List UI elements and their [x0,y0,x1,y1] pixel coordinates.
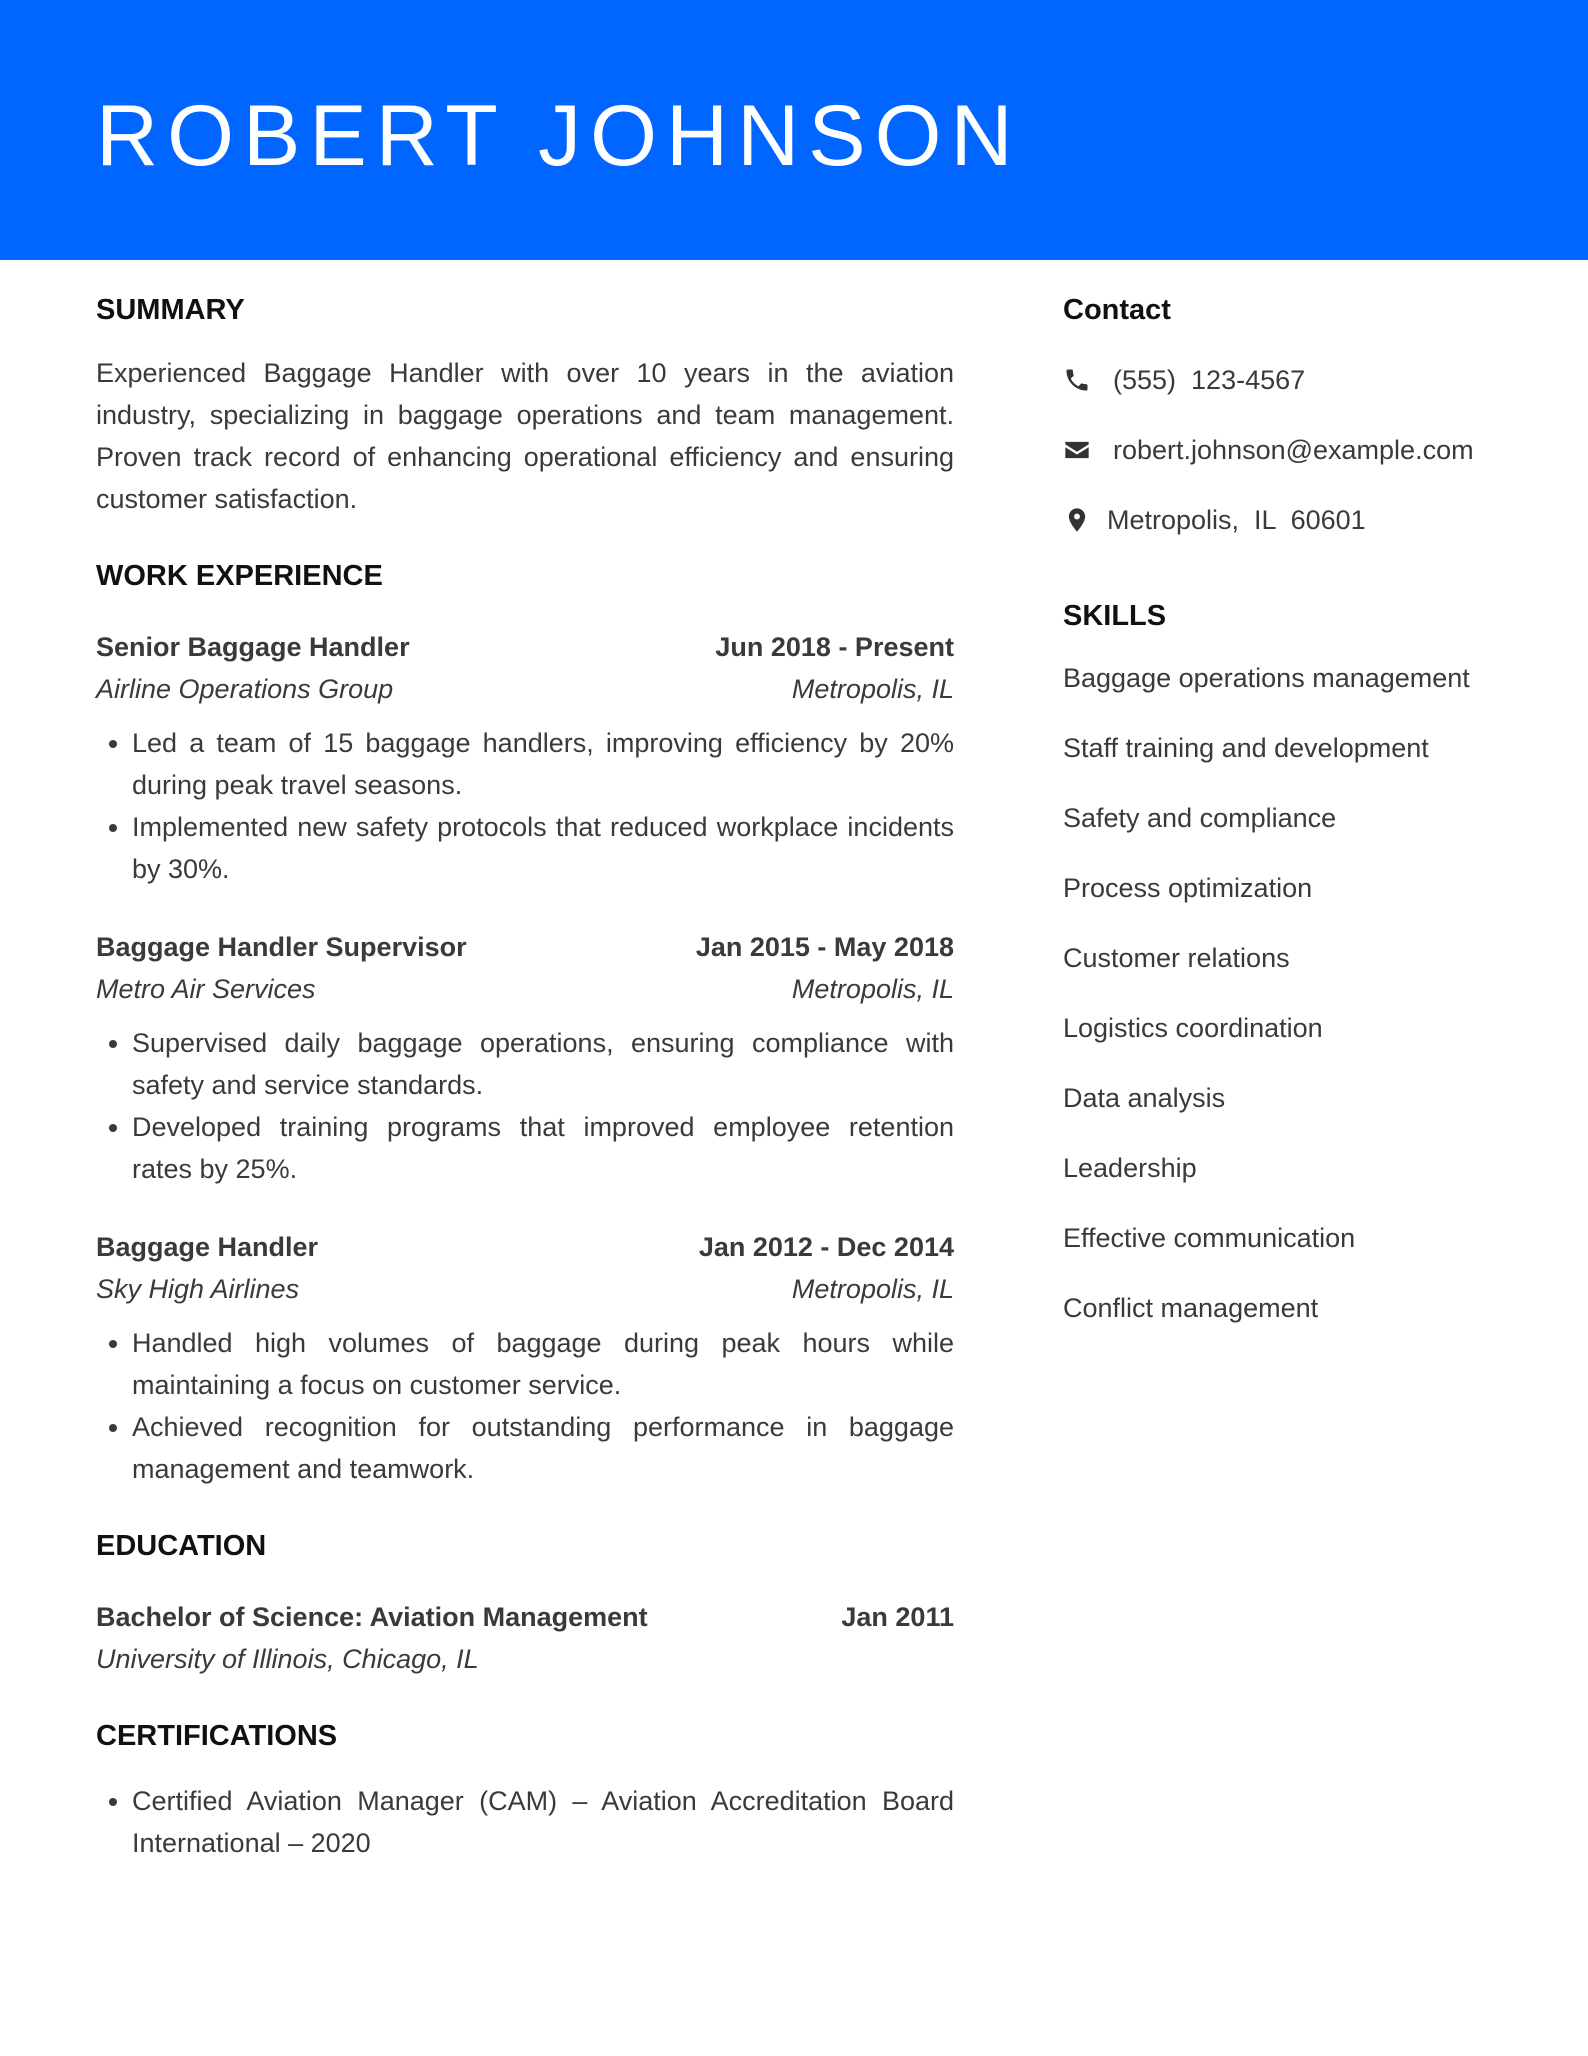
contact-heading: Contact [1063,294,1171,326]
header-banner [0,0,1588,260]
contact-section [1063,290,1523,540]
work-experience-heading: WORK EXPERIENCE [96,560,383,592]
summary-text: Experienced Baggage Handler with over 10 years in the aviation industry, specializing in baggage operations and team management. Proven track record of enhancing operational efficiency and ensuring customer satisfaction. [96,358,954,514]
job-dates: Jun 2018 - Present [715,632,954,662]
job-title: Senior Baggage Handler [96,632,410,662]
job-bullet: • Handled high volumes of baggage during peak hours while maintaining a focus on customer service. [132,1322,954,1406]
skill-item: Baggage operations management [1063,663,1470,693]
job-company: Metro Air Services [96,974,316,1004]
certifications-heading: CERTIFICATIONS [96,1720,338,1752]
skills-heading: SKILLS [1063,600,1167,632]
job-title: Baggage Handler [96,1232,319,1262]
contact-address [1063,500,1523,540]
job-entry [96,1226,954,1490]
job-entry [96,926,954,1190]
job-title: Baggage Handler Supervisor [96,932,467,962]
envelope-icon [1063,436,1091,464]
contact-phone [1063,360,1523,400]
skill-item: Logistics coordination [1063,1013,1323,1043]
work-experience-section [96,556,954,1490]
job-entry [96,626,954,890]
education-heading: EDUCATION [96,1530,267,1562]
job-bullet: • Achieved recognition for outstanding performance in baggage management and teamwork. [132,1406,954,1490]
job-location: Metropolis, IL [791,974,954,1004]
map-marker-icon [1063,506,1091,534]
sidebar-column [1063,290,1523,1358]
job-dates: Jan 2015 - May 2018 [695,932,954,962]
skills-section [1063,596,1523,1328]
job-location: Metropolis, IL [791,674,954,704]
phone-icon [1063,366,1091,394]
contact-email [1063,430,1523,470]
main-column [96,290,954,1864]
email-address: robert.johnson@example.com [1113,434,1474,465]
job-location: Metropolis, IL [791,1274,954,1304]
job-dates: Jan 2012 - Dec 2014 [698,1232,954,1262]
degree: Bachelor of Science: Aviation Management [96,1602,648,1632]
summary-heading: SUMMARY [96,294,245,326]
skill-item: Data analysis [1063,1083,1226,1113]
certification-list [96,1780,954,1864]
skill-item: Safety and compliance [1063,803,1337,833]
job-company: Sky High Airlines [96,1274,300,1304]
skill-item: Process optimization [1063,873,1313,903]
candidate-name: ROBERT JOHNSON [96,88,1022,184]
certifications-section [96,1716,954,1864]
job-bullets [96,1022,954,1190]
job-bullet: • Developed training programs that improved employee retention rates by 25%. [132,1106,954,1190]
phone-number: (555) 123-4567 [1113,364,1306,395]
skill-item: Conflict management [1063,1293,1319,1323]
address: Metropolis, IL 60601 [1107,504,1366,535]
skill-item: Leadership [1063,1153,1197,1183]
job-bullets [96,1322,954,1490]
job-bullet: • Implemented new safety protocols that reduced workplace incidents by 30%. [132,806,954,890]
skill-item: Effective communication [1063,1223,1356,1253]
job-bullets [96,722,954,890]
school: University of Illinois, Chicago, IL [96,1644,479,1674]
education-section [96,1526,954,1680]
education-entry [96,1596,954,1680]
job-bullet: • Led a team of 15 baggage handlers, improving efficiency by 20% during peak travel seasons. [132,722,954,806]
certification-item: • Certified Aviation Manager (CAM) – Aviation Accreditation Board International – 2020 [132,1780,954,1864]
job-bullet: • Supervised daily baggage operations, ensuring compliance with safety and service standards. [132,1022,954,1106]
summary-section [96,290,954,520]
skill-item: Staff training and development [1063,733,1429,763]
skills-list [1063,658,1523,1328]
skill-item: Customer relations [1063,943,1290,973]
education-date: Jan 2011 [841,1602,954,1632]
job-company: Airline Operations Group [96,674,394,704]
